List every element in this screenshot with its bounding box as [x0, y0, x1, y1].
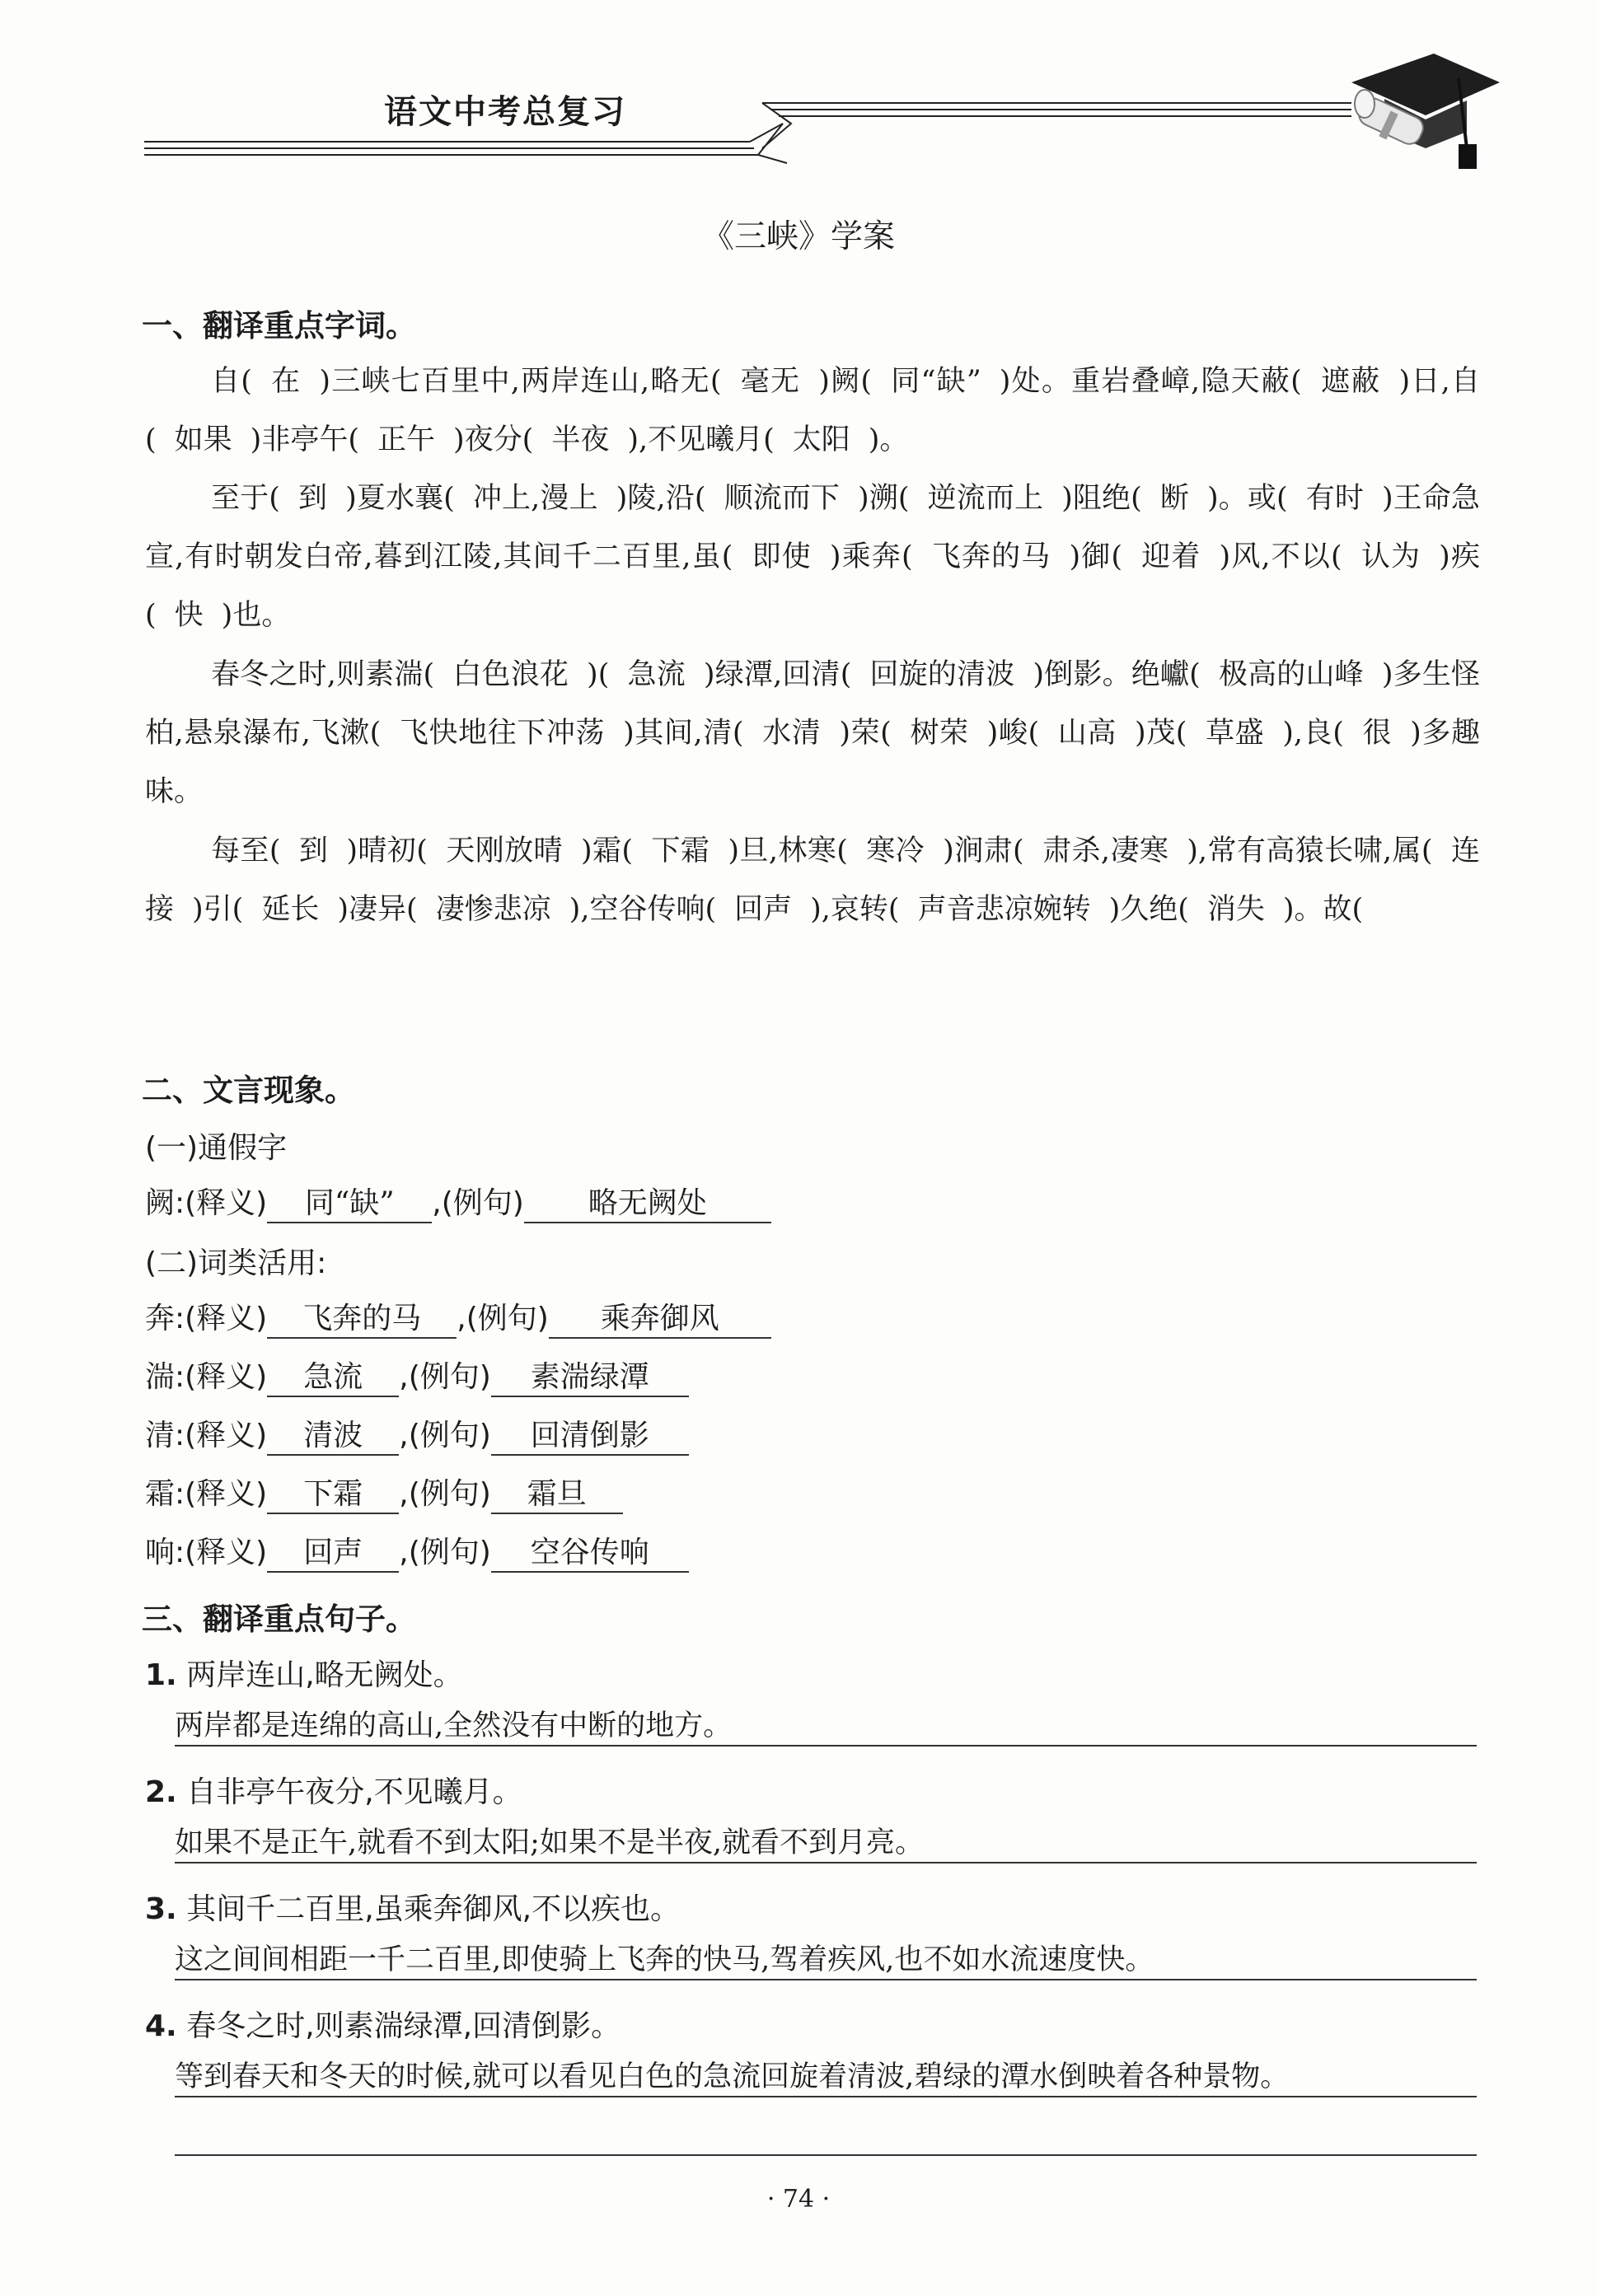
section-heading-1: 一、翻译重点字词。 [142, 308, 416, 344]
sentence-answer: 两岸都是连绵的高山,全然没有中断的地方。 [175, 1709, 733, 1742]
sentence-question: 1. 两岸连山,略无阙处。 [145, 1658, 463, 1692]
vocab-row: 响:(释义) 回声 ,(例句) 空谷传响 [145, 1529, 689, 1578]
huoyong-heading: (二)词类活用: [145, 1246, 327, 1280]
vocab-row: 霜:(释义) 下霜 ,(例句) 霜旦 [145, 1471, 623, 1520]
sentence-question: 4. 春冬之时,则素湍绿潭,回清倒影。 [145, 2009, 621, 2043]
vocab-row: 阙:(释义) 同“缺” ,(例句) 略无阙处 [145, 1180, 771, 1229]
paragraph-3: 春冬之时,则素湍( 白色浪花 )( 急流 )绿潭,回清( 回旋的清波 )倒影。绝巘( 极高的山峰 )多生怪柏,悬泉瀑布,飞漱( 飞快地往下冲荡 )其间,清( 水清 )荣( 树荣 )峻( 山高 )茂( 草盛 ),良( 很 )多趣味。 [145, 658, 1481, 808]
vocab-row: 奔:(释义) 飞奔的马 ,(例句) 乘奔御风 [145, 1295, 771, 1344]
sentence-answer: 等到春天和冬天的时候,就可以看见白色的急流回旋着清波,碧绿的潭水倒映着各种景物。 [175, 2060, 1290, 2093]
sentence-answer: 如果不是正午,就看不到太阳;如果不是半夜,就看不到月亮。 [175, 1826, 925, 1859]
sentence-answer: 这之间间相距一千二百里,即使骑上飞奔的快马,驾着疾风,也不如水流速度快。 [175, 1943, 1154, 1976]
paragraph-1: 自( 在 )三峡七百里中,两岸连山,略无( 毫无 )阙( 同“缺” )处。重岩叠嶂,隐天蔽( 遮蔽 )日,自( 如果 )非亭午( 正午 )夜分( 半夜 ),不见曦月( 太阳 )。 [145, 365, 1481, 456]
sentence-question: 3. 其间千二百里,虽乘奔御风,不以疾也。 [145, 1892, 681, 1926]
section-heading-3: 三、翻译重点句子。 [142, 1602, 416, 1637]
vocab-row: 湍:(释义) 急流 ,(例句) 素湍绿潭 [145, 1354, 689, 1403]
header-title: 语文中考总复习 [384, 92, 626, 131]
graduation-cap-icon [1335, 25, 1516, 189]
vocab-row: 清:(释义) 清波 ,(例句) 回清倒影 [145, 1412, 689, 1461]
page-number: · 74 · [766, 2185, 831, 2214]
paragraph-2: 至于( 到 )夏水襄( 冲上,漫上 )陵,沿( 顺流而下 )溯( 逆流而上 )阻绝( 断 )。或( 有时 )王命急宣,有时朝发白帝,暮到江陵,其间千二百里,虽( 即使 )乘奔( 飞奔的马 )御( 迎着 )风,不以( 认为 )疾( 快 )也。 [145, 482, 1480, 632]
answer-line [175, 1745, 1477, 1747]
document-title: 《三峡》学案 [701, 218, 895, 255]
answer-line [175, 2154, 1477, 2156]
answer-line [175, 2096, 1477, 2097]
tongjia-heading: (一)通假字 [145, 1131, 288, 1165]
paragraph-4: 每至( 到 )晴初( 天刚放晴 )霜( 下霜 )旦,林寒( 寒冷 )涧肃( 肃杀,凄寒 ),常有高猿长啸,属( 连接 )引( 延长 )凄异( 凄惨悲凉 ),空谷传响( 回声 ),哀转( 声音悲凉婉转 )久绝( 消失 )。故( [145, 835, 1480, 926]
sentence-question: 2. 自非亭午夜分,不见曦月。 [145, 1775, 522, 1809]
section-heading-2: 二、文言现象。 [142, 1073, 355, 1108]
answer-line [175, 1862, 1477, 1863]
answer-line [175, 1979, 1477, 1980]
page-header [0, 0, 1597, 189]
